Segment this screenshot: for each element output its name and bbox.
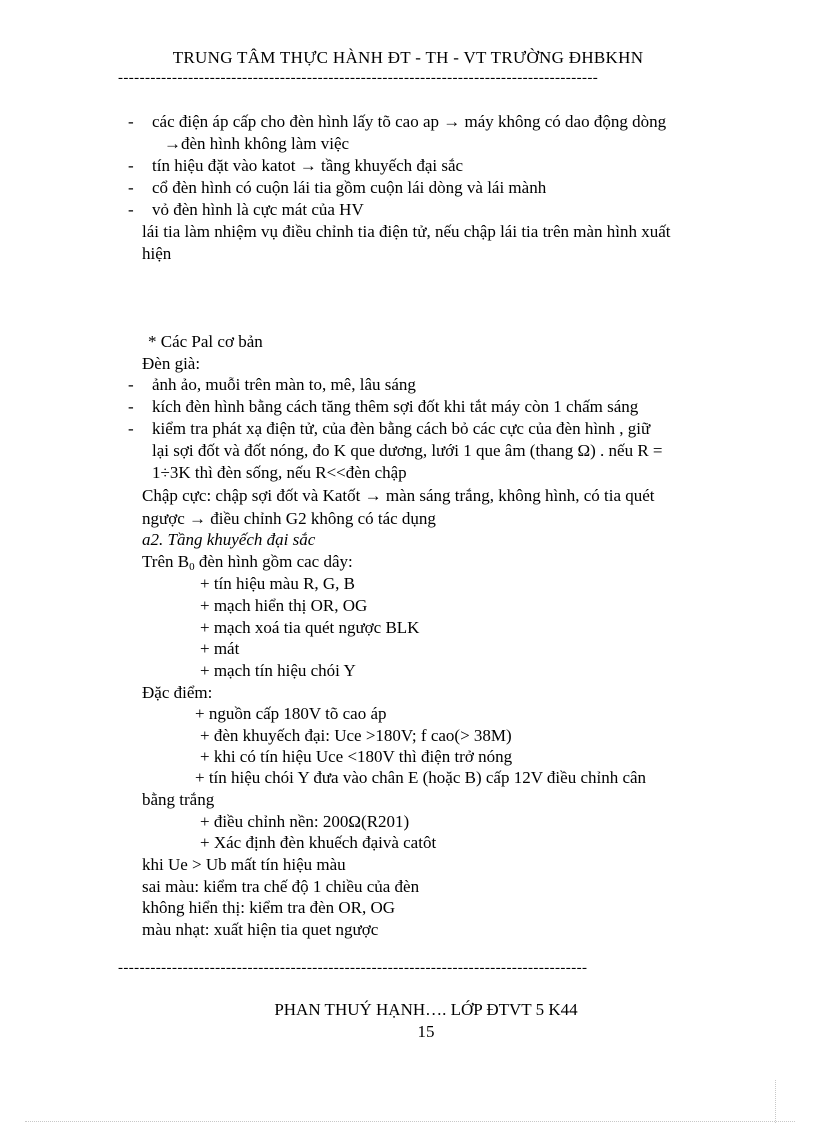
feature-item: + tín hiệu chói Y đưa vào chân E (hoặc B) cấp 12V điều chỉnh cân [195,768,647,787]
footer-author: PHAN THUÝ HẠNH…. LỚP ĐTVT 5 K44 [274,1000,578,1019]
list-item: + mạch xoá tia quét ngược BLK [200,618,420,637]
list-item: + mạch tín hiệu chói Y [200,661,356,680]
list-item: kích đèn hình bằng cách tăng thêm sợi đốt khi tắt máy còn 1 chấm sáng [152,397,639,416]
paragraph-line: lái tia làm nhiệm vụ điều chỉnh tia điện tử, nếu chập lái tia trên màn hình xuất [142,222,671,241]
list-item: + mạch hiển thị OR, OG [200,596,368,615]
bullet-dash: - [128,178,134,197]
list-item: kiểm tra phát xạ điện tử, của đèn bằng cách bỏ các cực của đèn hình , giữ [152,419,651,438]
list-item-continuation: →đèn hình không làm việc [164,134,350,153]
page-bottom-border [25,1121,795,1122]
list-item-continuation: lại sợi đốt và đốt nóng, đo K que dương, lưới 1 que âm (thang Ω) . nếu R = [152,441,663,460]
list-item: cổ đèn hình có cuộn lái tia gồm cuộn lái dòng và lái mành [152,178,547,197]
bullet-dash: - [128,156,134,175]
list-item: ảnh ảo, muỗi trên màn to, mê, lâu sáng [152,375,416,394]
note-line: không hiển thị: kiểm tra đèn OR, OG [142,898,396,917]
feature-item: + Xác định đèn khuếch đạivà catôt [200,833,437,852]
feature-item-continuation: bằng trắng [142,790,215,809]
subheading-dac-diem: Đặc điểm: [142,683,213,702]
header-separator: ----------------------------------------------------------------------------------------- [118,70,599,86]
bullet-dash: - [128,397,134,416]
list-item: tín hiệu đặt vào katot → tầng khuyếch đại sắc [152,156,464,175]
note-line: màu nhạt: xuất hiện tia quet ngược [142,920,379,939]
paragraph-line: Chập cực: chập sợi đốt và Katốt → màn sáng trắng, không hình, có tia quét [142,486,655,505]
list-item: vỏ đèn hình là cực mát của HV [152,200,364,219]
feature-item: + điều chỉnh nền: 200Ω(R201) [200,812,410,831]
page-number: 15 [417,1022,435,1041]
intro-text-rest: đèn hình gồm cac dây: [194,552,353,571]
bullet-dash: - [128,200,134,219]
list-item: + tín hiệu màu R, G, B [200,574,356,593]
list-item-continuation: 1÷3K thì đèn sống, nếu R<<đèn chập [152,463,407,482]
paragraph-line: ngược → điều chỉnh G2 không có tác dụng [142,509,436,528]
section-title-italic: a2. Tầng khuyếch đại sắc [142,530,316,549]
list-item: các điện áp cấp cho đèn hình lấy tõ cao ap → máy không có dao động dòng [152,112,667,131]
intro-line [142,552,353,573]
subscript-zero: 0 [189,561,195,573]
paragraph-line: hiện [142,244,172,263]
bullet-dash: - [128,419,134,438]
page-header-title: TRUNG TÂM THỰC HÀNH ĐT - TH - VT TRƯỜNG ĐHBKHN [172,48,644,67]
feature-item: + đèn khuyếch đại: Uce >180V; f cao(> 38M) [200,726,512,745]
note-line: khi Ue > Ub mất tín hiệu màu [142,855,346,874]
page-edge-marker [775,1080,776,1123]
footer-separator: --------------------------------------------------------------------------------------- [118,960,588,976]
section-heading: * Các Pal cơ bản [148,332,263,351]
intro-text: Trên B [142,552,190,571]
bullet-dash: - [128,112,134,131]
feature-item: + khi có tín hiệu Uce <180V thì điện trở nóng [200,747,513,766]
feature-item: + nguồn cấp 180V tõ cao áp [195,704,387,723]
bullet-dash: - [128,375,134,394]
note-line: sai màu: kiểm tra chế độ 1 chiều của đèn [142,877,420,896]
subheading-den-gia: Đèn già: [142,354,201,373]
list-item: + mát [200,639,240,658]
